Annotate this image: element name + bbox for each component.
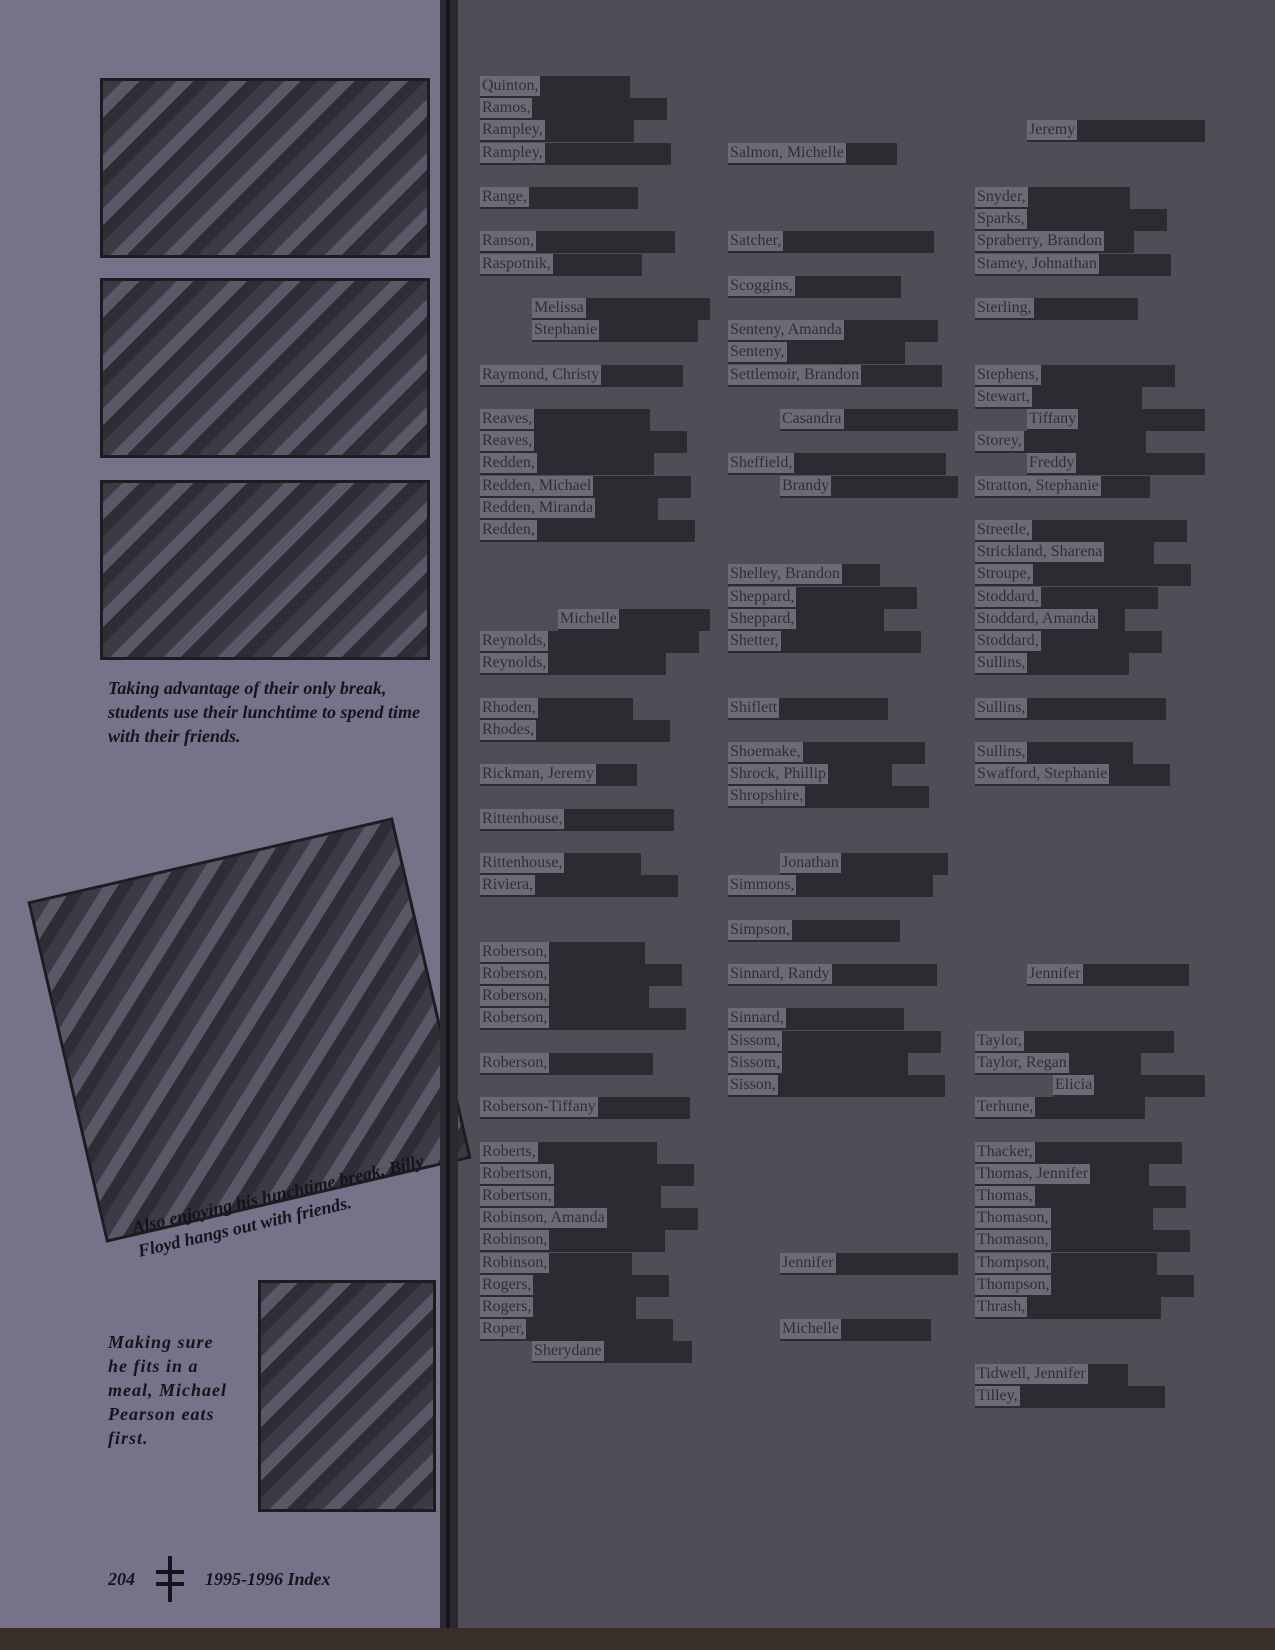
index-entry xyxy=(975,453,1205,473)
index-entry xyxy=(728,1075,958,1095)
students-lunch-photo-1 xyxy=(100,78,430,258)
index-entry xyxy=(480,187,710,207)
index-name: Roper, xyxy=(482,1320,525,1338)
index-name: Roberson, xyxy=(482,942,548,960)
index-name: Stamey, Johnathan xyxy=(977,254,1097,272)
index-entry xyxy=(975,1297,1205,1317)
index-entry xyxy=(480,431,710,451)
index-entry xyxy=(975,653,1205,673)
index-entry xyxy=(480,809,710,829)
index-entry xyxy=(975,209,1205,229)
index-entry xyxy=(975,742,1205,762)
index-name: Tilley, xyxy=(977,1386,1018,1404)
index-entry xyxy=(975,409,1205,429)
index-name: Rittenhouse, xyxy=(482,809,563,827)
index-entry xyxy=(480,1230,710,1250)
index-entry xyxy=(480,98,710,118)
index-name: Swafford, Stephanie xyxy=(977,765,1108,783)
index-name: Rampley, xyxy=(482,143,543,161)
billy-floyd-caption: Also enjoying his lunchtime break, Billy Floyd hangs out with friends. xyxy=(130,1150,426,1261)
index-name: Storey, xyxy=(977,432,1022,450)
index-name: Simmons, xyxy=(730,876,795,894)
index-name: Stoddard, xyxy=(977,632,1039,649)
index-entry xyxy=(728,1031,958,1051)
index-name: Roberson, xyxy=(482,965,548,982)
index-entry xyxy=(975,1208,1205,1228)
index-entry xyxy=(728,875,958,895)
index-entry xyxy=(728,1053,958,1073)
index-name: Sparks, xyxy=(977,210,1025,228)
index-entry xyxy=(480,942,710,962)
index-name: Reynolds, xyxy=(482,632,547,649)
index-entry xyxy=(480,320,710,340)
index-entry xyxy=(728,587,958,607)
index-name: Freddy xyxy=(1029,454,1075,472)
index-name: Rampley, xyxy=(482,121,543,139)
index-name: Raspotnik, xyxy=(482,254,551,272)
index-entry xyxy=(480,1208,710,1228)
index-name: Quinton, xyxy=(482,77,539,94)
index-entry xyxy=(728,342,958,362)
index-name: Rogers, xyxy=(482,1298,532,1315)
index-name: Shoemake, xyxy=(730,743,801,760)
index-entry xyxy=(480,1275,710,1295)
index-entry xyxy=(480,520,710,540)
index-entry xyxy=(975,1275,1205,1295)
index-name: Snyder, xyxy=(977,188,1026,205)
index-entry xyxy=(975,387,1205,407)
index-entry xyxy=(975,1186,1205,1206)
index-entry xyxy=(975,254,1205,274)
index-entry xyxy=(975,1253,1205,1273)
index-entry xyxy=(480,476,710,496)
index-entry xyxy=(480,1297,710,1317)
index-entry xyxy=(728,853,958,873)
index-name: Roberts, xyxy=(482,1142,536,1160)
index-name: Sullins, xyxy=(977,743,1026,760)
school-emblem-icon xyxy=(153,1556,187,1602)
index-name: Spraberry, Brandon xyxy=(977,232,1103,250)
index-entry xyxy=(480,120,710,140)
index-entry xyxy=(728,1319,958,1339)
index-name: Range, xyxy=(482,188,527,205)
index-name: Thomas, Jennifer xyxy=(977,1164,1089,1182)
index-name: Sullins, xyxy=(977,654,1026,672)
index-name: Rhodes, xyxy=(482,720,534,738)
index-entry xyxy=(975,476,1205,496)
index-name: Ramos, xyxy=(482,99,531,117)
index-entry xyxy=(480,986,710,1006)
index-entry xyxy=(728,143,958,163)
index-name: Roberson, xyxy=(482,987,548,1005)
index-name: Sissom, xyxy=(730,1031,781,1049)
index-entry xyxy=(728,920,958,940)
index-entry xyxy=(728,409,958,429)
index-entry xyxy=(480,720,710,740)
index-entry xyxy=(480,498,710,518)
index-entry xyxy=(728,564,958,584)
students-lunch-photo-3 xyxy=(100,480,430,660)
index-entry xyxy=(728,476,958,496)
index-name: Thomason, xyxy=(977,1231,1049,1249)
index-entry xyxy=(975,564,1205,584)
index-name: Redden, xyxy=(482,454,535,472)
index-name: Stoddard, Amanda xyxy=(977,609,1097,627)
index-entry xyxy=(728,786,958,806)
index-entry xyxy=(480,1008,710,1028)
index-name: Casandra xyxy=(782,410,842,427)
index-name: Jeremy xyxy=(1029,121,1076,139)
index-entry xyxy=(975,1230,1205,1250)
index-entry xyxy=(480,298,710,318)
index-entry xyxy=(480,1253,710,1273)
index-entry xyxy=(728,231,958,251)
index-name: Robinson, Amanda xyxy=(482,1209,605,1227)
index-entry xyxy=(975,1053,1205,1073)
index-entry xyxy=(728,631,958,651)
index-entry xyxy=(728,964,958,984)
page-bottom-edge xyxy=(0,1628,1275,1650)
index-name: Taylor, Regan xyxy=(977,1053,1067,1071)
index-name: Sinnard, xyxy=(730,1009,784,1027)
index-name: Thomas, xyxy=(977,1187,1033,1204)
index-name: Thompson, xyxy=(977,1253,1050,1271)
index-entry xyxy=(480,409,710,429)
index-entry xyxy=(480,631,710,651)
index-name: Senteny, xyxy=(730,343,785,361)
index-entry xyxy=(975,542,1205,562)
index-entry xyxy=(480,1319,710,1339)
index-entry xyxy=(480,853,710,873)
index-name: Jennifer xyxy=(782,1253,834,1271)
index-entry xyxy=(975,431,1205,451)
index-name: Terhune, xyxy=(977,1098,1034,1116)
index-name: Brandy xyxy=(782,476,830,494)
gutter-divider xyxy=(446,0,450,1640)
index-name: Jennifer xyxy=(1029,965,1081,982)
index-name: Robertson, xyxy=(482,1187,552,1204)
students-lunch-photo-2 xyxy=(100,278,430,458)
index-name: Shiflett xyxy=(730,698,778,716)
index-entry xyxy=(480,231,710,251)
index-entry xyxy=(975,1142,1205,1162)
index-name: Sterling, xyxy=(977,299,1032,316)
index-name: Tiffany xyxy=(1029,410,1077,427)
index-entry xyxy=(728,276,958,296)
index-name: Taylor, xyxy=(977,1031,1022,1049)
index-name: Raymond, Christy xyxy=(482,365,600,383)
index-name: Reaves, xyxy=(482,432,533,450)
index-name: Rittenhouse, xyxy=(482,854,563,871)
index-entry xyxy=(480,653,710,673)
index-name: Stroupe, xyxy=(977,565,1031,583)
index-entry xyxy=(728,320,958,340)
index-name: Roberson, xyxy=(482,1009,548,1027)
index-name: Stewart, xyxy=(977,387,1030,405)
index-name: Salmon, Michelle xyxy=(730,143,844,161)
index-entry xyxy=(975,1031,1205,1051)
index-entry xyxy=(480,254,710,274)
index-entry xyxy=(480,875,710,895)
index-entry xyxy=(975,764,1205,784)
index-entry xyxy=(975,964,1205,984)
index-entry xyxy=(728,609,958,629)
index-entry xyxy=(975,609,1205,629)
index-name: Michelle xyxy=(560,609,617,627)
index-name: Sisson, xyxy=(730,1076,776,1093)
index-name: Shetter, xyxy=(730,632,779,649)
index-entry xyxy=(480,1053,710,1073)
index-name: Strickland, Sharena xyxy=(977,543,1103,561)
index-entry xyxy=(975,1364,1205,1384)
index-name: Stoddard, xyxy=(977,587,1039,605)
index-entry xyxy=(480,964,710,984)
index-entry xyxy=(975,1097,1205,1117)
index-entry xyxy=(728,742,958,762)
index-name: Sherydane xyxy=(534,1342,602,1360)
index-entry xyxy=(975,631,1205,651)
index-name: Reynolds, xyxy=(482,654,547,672)
index-entry xyxy=(480,698,710,718)
index-entry xyxy=(728,764,958,784)
index-name: Sheffield, xyxy=(730,454,793,472)
index-name: Tidwell, Jennifer xyxy=(977,1364,1086,1382)
index-name: Simpson, xyxy=(730,920,791,938)
index-name: Sullins, xyxy=(977,698,1026,716)
index-name: Reaves, xyxy=(482,410,533,427)
index-entry xyxy=(480,1142,710,1162)
index-entry xyxy=(480,453,710,473)
index-name: Streetle, xyxy=(977,521,1030,538)
index-entry xyxy=(975,231,1205,251)
index-name: Stephens, xyxy=(977,365,1039,383)
index-entry xyxy=(975,1164,1205,1184)
michael-pearson-photo xyxy=(258,1280,436,1512)
index-name: Robinson, xyxy=(482,1253,548,1271)
index-name: Shelley, Brandon xyxy=(730,565,841,583)
index-name: Riviera, xyxy=(482,876,534,894)
index-entry xyxy=(975,298,1205,318)
index-entry xyxy=(975,187,1205,207)
index-name: Scoggins, xyxy=(730,276,793,294)
index-name: Jonathan xyxy=(782,854,839,871)
index-name: Sheppard, xyxy=(730,587,795,605)
index-name: Redden, xyxy=(482,521,535,538)
index-name: Rhoden, xyxy=(482,698,536,716)
page-folio xyxy=(108,1556,331,1602)
index-entry xyxy=(480,76,710,96)
index-name: Ranson, xyxy=(482,232,534,250)
index-entry xyxy=(728,453,958,473)
index-name: Michelle xyxy=(782,1320,839,1338)
index-entry xyxy=(975,1386,1205,1406)
index-name: Sheppard, xyxy=(730,609,795,627)
index-name: Thomason, xyxy=(977,1209,1049,1227)
index-name: Rickman, Jeremy xyxy=(482,765,594,783)
index-name: Roberson, xyxy=(482,1053,548,1071)
index-entry xyxy=(975,365,1205,385)
page-number: 204 xyxy=(108,1568,135,1589)
index-name: Rogers, xyxy=(482,1275,532,1293)
index-entry xyxy=(480,609,710,629)
index-entry xyxy=(728,1253,958,1273)
lunchtime-caption: Taking advantage of their only break, students use their lunchtime to spend time with their friends. xyxy=(108,678,421,746)
index-name: Sissom, xyxy=(730,1053,781,1071)
index-name: Satcher, xyxy=(730,232,782,250)
index-entry xyxy=(480,143,710,163)
index-entry xyxy=(975,120,1205,140)
index-entry xyxy=(728,365,958,385)
index-name: Settlemoir, Brandon xyxy=(730,365,860,383)
index-entry xyxy=(975,698,1205,718)
index-entry xyxy=(480,1097,710,1117)
index-entry xyxy=(480,1164,710,1184)
index-name: Robinson, xyxy=(482,1231,548,1249)
index-name: Sinnard, Randy xyxy=(730,965,830,982)
index-name: Thompson, xyxy=(977,1275,1050,1293)
index-entry xyxy=(480,365,710,385)
index-entry xyxy=(480,764,710,784)
index-entry xyxy=(480,1186,710,1206)
index-name: Stratton, Stephanie xyxy=(977,476,1099,494)
index-name: Stephanie xyxy=(534,321,598,339)
index-name: Thacker, xyxy=(977,1142,1033,1160)
index-name: Elicia xyxy=(1055,1076,1093,1093)
index-entry xyxy=(975,587,1205,607)
index-name: Shropshire, xyxy=(730,787,804,805)
photo-panel xyxy=(0,0,440,1635)
index-name: Shrock, Phillip xyxy=(730,765,827,783)
index-name: Redden, Michael xyxy=(482,476,592,494)
index-name: Thrash, xyxy=(977,1298,1026,1315)
index-entry xyxy=(728,1008,958,1028)
index-name: Roberson-Tiffany xyxy=(482,1098,596,1116)
index-name: Senteny, Amanda xyxy=(730,321,842,339)
index-entry xyxy=(728,698,958,718)
michael-pearson-caption: Making sure he fits in a meal, Michael Pearson eats first. xyxy=(108,1332,227,1448)
index-entry xyxy=(480,1341,710,1361)
index-name: Robertson, xyxy=(482,1164,552,1182)
index-label: 1995-1996 Index xyxy=(205,1568,331,1589)
index-entry xyxy=(975,1075,1205,1095)
index-name: Melissa xyxy=(534,299,584,316)
index-entry xyxy=(975,520,1205,540)
index-name: Redden, Miranda xyxy=(482,498,594,516)
